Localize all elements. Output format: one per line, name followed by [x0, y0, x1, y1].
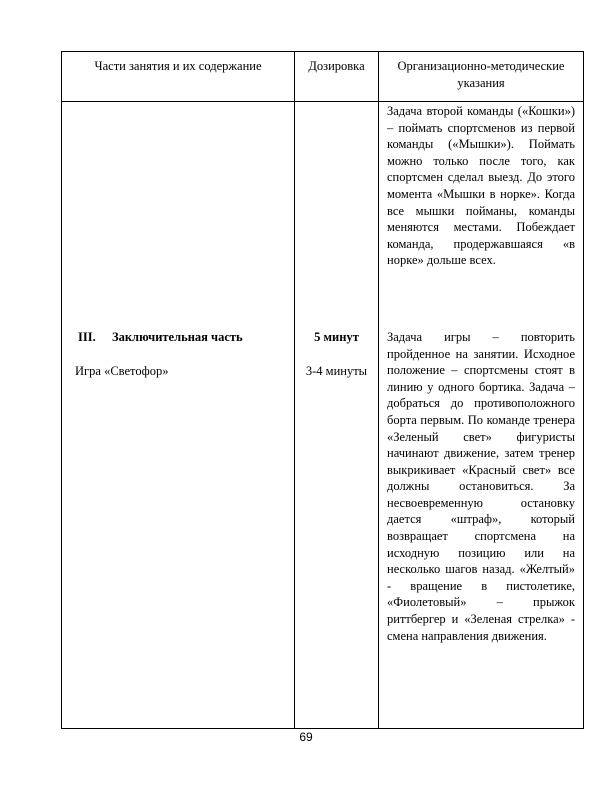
game-name: Игра «Светофор» — [75, 363, 169, 378]
table-row — [62, 102, 584, 729]
section-title — [75, 329, 294, 346]
methodical-notes-cell — [379, 102, 584, 729]
section-dosage: 5 минут — [314, 330, 359, 344]
note-cats-mice: Задача второй команды («Кошки») – поймать спортсменов из первой команды («Мышки»). Поймать можно только после того, как спортсмен сделал выезд. До этого момента «Мышки в норке». Когда все мышки пойманы, команды меняются местами. Побеждает команда, продержавшаяся «в норке» дольше всех. — [387, 104, 575, 268]
section-roman-numeral: III. — [78, 330, 96, 344]
dosage-cell — [295, 102, 379, 729]
page-number: 69 — [299, 730, 313, 744]
header-dosage: Дозировка — [295, 52, 379, 102]
table-header-row — [62, 52, 584, 102]
note-traffic-light: Задача игры – повторить пройденное на занятии. Исходное положение – спортсмены стоят в линию у одного бортика. Задача – добраться до противоположного борта первым. По команде тренера «Зеленый свет» фигуристы начинают движение, затем тренер выкрикивает «Красный свет» все должны остановиться. За несвоевременную остановку дается «штраф», который возвращает спортсмена на исходную позицию или на несколько шагов назад. «Желтый» - вращение в пистолетике, «Фиолетовый» – прыжок риттбергер и «Зеленая стрелка» - смена направления движения. — [387, 329, 575, 643]
header-methodical-notes: Организационно-методические указания — [379, 52, 584, 102]
game-dosage: 3-4 минуты — [305, 363, 368, 378]
header-lesson-parts: Части занятия и их содержание — [62, 52, 295, 102]
lesson-parts-cell — [62, 102, 295, 729]
section-title-text: Заключительная часть — [112, 330, 243, 344]
lesson-table — [61, 51, 584, 729]
